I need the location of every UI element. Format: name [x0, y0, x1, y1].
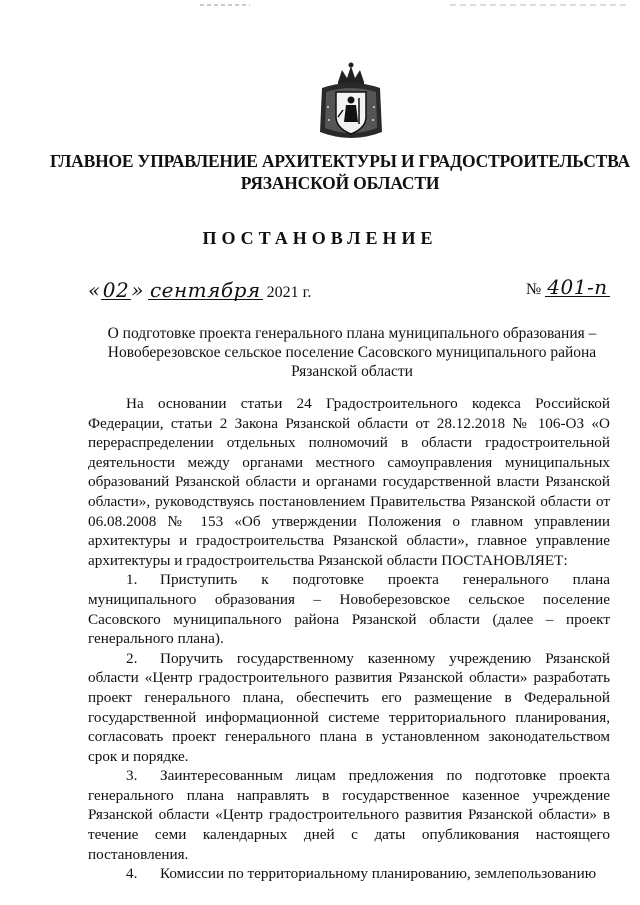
date-day: 02: [102, 278, 130, 302]
list-item: [88, 864, 610, 884]
document-body: [88, 394, 610, 884]
date-month: сентября: [149, 278, 261, 302]
issuing-authority-line-1: ГЛАВНОЕ УПРАВЛЕНИЕ АРХИТЕКТУРЫ И ГРАДОСТРОИТЕЛЬСТВА: [50, 151, 630, 171]
list-item-number: 1.: [126, 571, 138, 589]
subject-line-2: Новоберезовское сельское поселение Сасовского муниципального района: [107, 344, 597, 361]
list-item: [88, 649, 610, 767]
list-item-text: Поручить государственному казенному учреждению Рязанской области «Центр градостроительного развития Рязанской области» разработать проект генерального плана, обеспечить его размещение в Федеральной государственной информационной системе территориального планирования, согласовать проект генерального плана в установленном законодательством срок и порядке.: [88, 649, 610, 765]
list-item-number: 4.: [126, 865, 138, 883]
list-item-number: 3.: [126, 767, 138, 785]
list-item-text: Заинтересованным лицам предложения по подготовке проекта генерального плана направлять в государственное казенное учреждение Рязанской области «Центр градостроительного развития Рязанской области» в течение семи календарных дней с даты опубликования настоящего постановления.: [88, 767, 610, 863]
coat-of-arms-icon: [316, 62, 386, 144]
document-subject: [92, 324, 612, 381]
date-close-quote: »: [131, 278, 144, 302]
preamble-paragraph: На основании статьи 24 Градостроительного кодекса Российской Федерации, статьи 2 Закона Рязанской области от 28.12.2018 № 106-ОЗ «О перераспределении отдельных полномочий в области градостроительной деятельности между органами местного самоуправления муниципальных образований Рязанской области и органами государственной власти Рязанской области», руководствуясь постановлением Правительства Рязанской области от 06.08.2008 № 153 «Об утверждении Положения о главном управлении архитектуры и градостроительства Рязанской области», главное управление архитектуры и градостроительства Рязанской области ПОСТАНОВЛЯЕТ:: [88, 395, 610, 569]
document-number: [526, 275, 610, 299]
number-value: 401-п: [547, 275, 608, 299]
issuing-authority-line-2: РЯЗАНСКОЙ ОБЛАСТИ: [240, 173, 440, 193]
document-type: ПОСТАНОВЛЕНИЕ: [202, 228, 438, 248]
scan-artifact-marks: [0, 2, 640, 8]
date-open-quote: «: [88, 278, 101, 302]
list-item: [88, 766, 610, 864]
subject-line-3: Рязанской области: [291, 363, 413, 380]
list-item: [88, 570, 610, 648]
subject-line-1: О подготовке проекта генерального плана муниципального образования –: [107, 325, 597, 342]
number-prefix: №: [526, 281, 542, 298]
document-date: [88, 278, 311, 302]
list-item-number: 2.: [126, 649, 138, 667]
issuing-authority: [40, 150, 640, 194]
date-year: 2021 г.: [266, 284, 312, 301]
list-item-text: Приступить к подготовке проекта генерального плана муниципального образования – Новоберезовское сельское поселение Сасовского муниципального района Рязанской области (далее – проект генерального плана).: [88, 571, 610, 648]
list-item-text: Комиссии по территориальному планированию, землепользованию: [160, 865, 597, 883]
